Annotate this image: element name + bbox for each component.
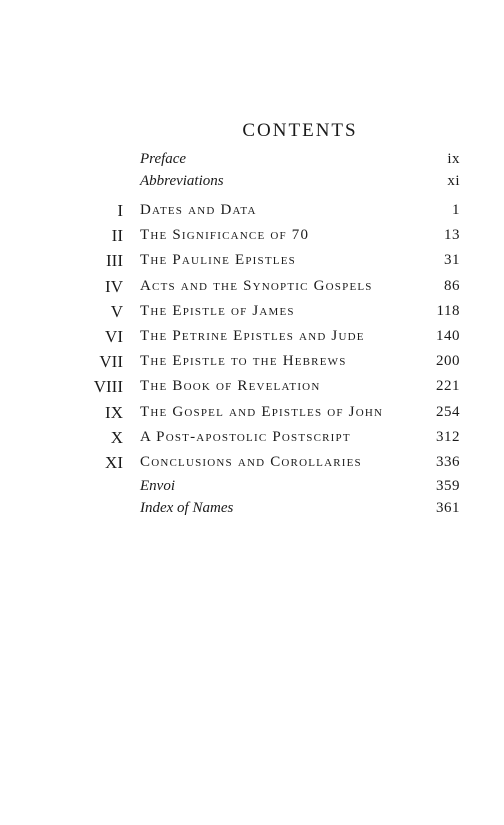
contents-heading: CONTENTS — [242, 120, 358, 141]
chapter-number: IV — [105, 276, 123, 296]
chapter-page: 254 — [436, 403, 460, 420]
toc-entry-title: Envoi — [140, 478, 175, 495]
toc-entry-page: ix — [447, 151, 460, 167]
toc-entry-title: Preface — [140, 151, 187, 167]
chapter-number: VII — [99, 352, 123, 372]
chapter-title: The Gospel and Epistles of John — [140, 403, 384, 420]
chapter-title: The Petrine Epistles and Jude — [140, 327, 365, 344]
chapter-page: 13 — [444, 227, 460, 244]
chapter-number: X — [110, 427, 123, 447]
table-of-contents — [0, 148, 504, 519]
toc-chapter-7 — [0, 349, 504, 374]
toc-chapter-8 — [0, 374, 504, 399]
chapter-page: 336 — [436, 453, 460, 470]
chapter-page: 312 — [436, 428, 460, 445]
chapter-page: 118 — [436, 302, 460, 319]
chapter-number: VI — [105, 326, 123, 346]
toc-entry-page: xi — [447, 173, 460, 189]
chapter-title: The Pauline Epistles — [140, 252, 296, 269]
chapter-title: A Post-apostolic Postscript — [140, 428, 351, 445]
toc-chapter-3 — [0, 248, 504, 273]
chapter-number: IX — [105, 402, 123, 422]
toc-chapter-10 — [0, 425, 504, 450]
chapter-title: Conclusions and Corollaries — [140, 453, 362, 470]
toc-chapter-5 — [0, 299, 504, 324]
chapter-page: 221 — [436, 378, 460, 395]
chapter-number: VIII — [93, 377, 123, 397]
chapter-number: II — [111, 226, 123, 246]
toc-entry-title: Abbreviations — [140, 173, 224, 189]
toc-chapter-9 — [0, 400, 504, 425]
chapter-number: I — [117, 201, 123, 220]
toc-entry-page: 361 — [436, 500, 460, 517]
chapter-title: Dates and Data — [140, 202, 257, 218]
toc-entry-index-of-names — [0, 497, 504, 519]
toc-entry-title: Index of Names — [140, 500, 234, 517]
chapter-page: 200 — [436, 353, 460, 370]
toc-chapter-1 — [0, 198, 504, 223]
chapter-page: 1 — [452, 202, 460, 218]
chapter-title: The Book of Revelation — [140, 378, 321, 395]
chapter-number: V — [110, 301, 123, 321]
toc-chapter-4 — [0, 274, 504, 299]
chapter-page: 31 — [444, 252, 460, 269]
toc-chapter-11 — [0, 450, 504, 475]
toc-chapter-2 — [0, 223, 504, 248]
chapter-page: 140 — [436, 327, 460, 344]
chapter-number: XI — [105, 452, 123, 472]
chapter-title: The Epistle of James — [140, 302, 295, 319]
toc-entry-page: 359 — [436, 478, 460, 495]
chapter-title: The Epistle to the Hebrews — [140, 353, 347, 370]
chapter-number: III — [106, 251, 123, 271]
toc-chapter-6 — [0, 324, 504, 349]
toc-entry-preface — [0, 148, 504, 170]
chapter-title: Acts and the Synoptic Gospels — [140, 277, 373, 294]
chapter-page: 86 — [444, 277, 460, 294]
toc-entry-abbreviations — [0, 170, 504, 192]
chapter-title: The Significance of 70 — [140, 227, 310, 244]
toc-entry-envoi — [0, 475, 504, 497]
